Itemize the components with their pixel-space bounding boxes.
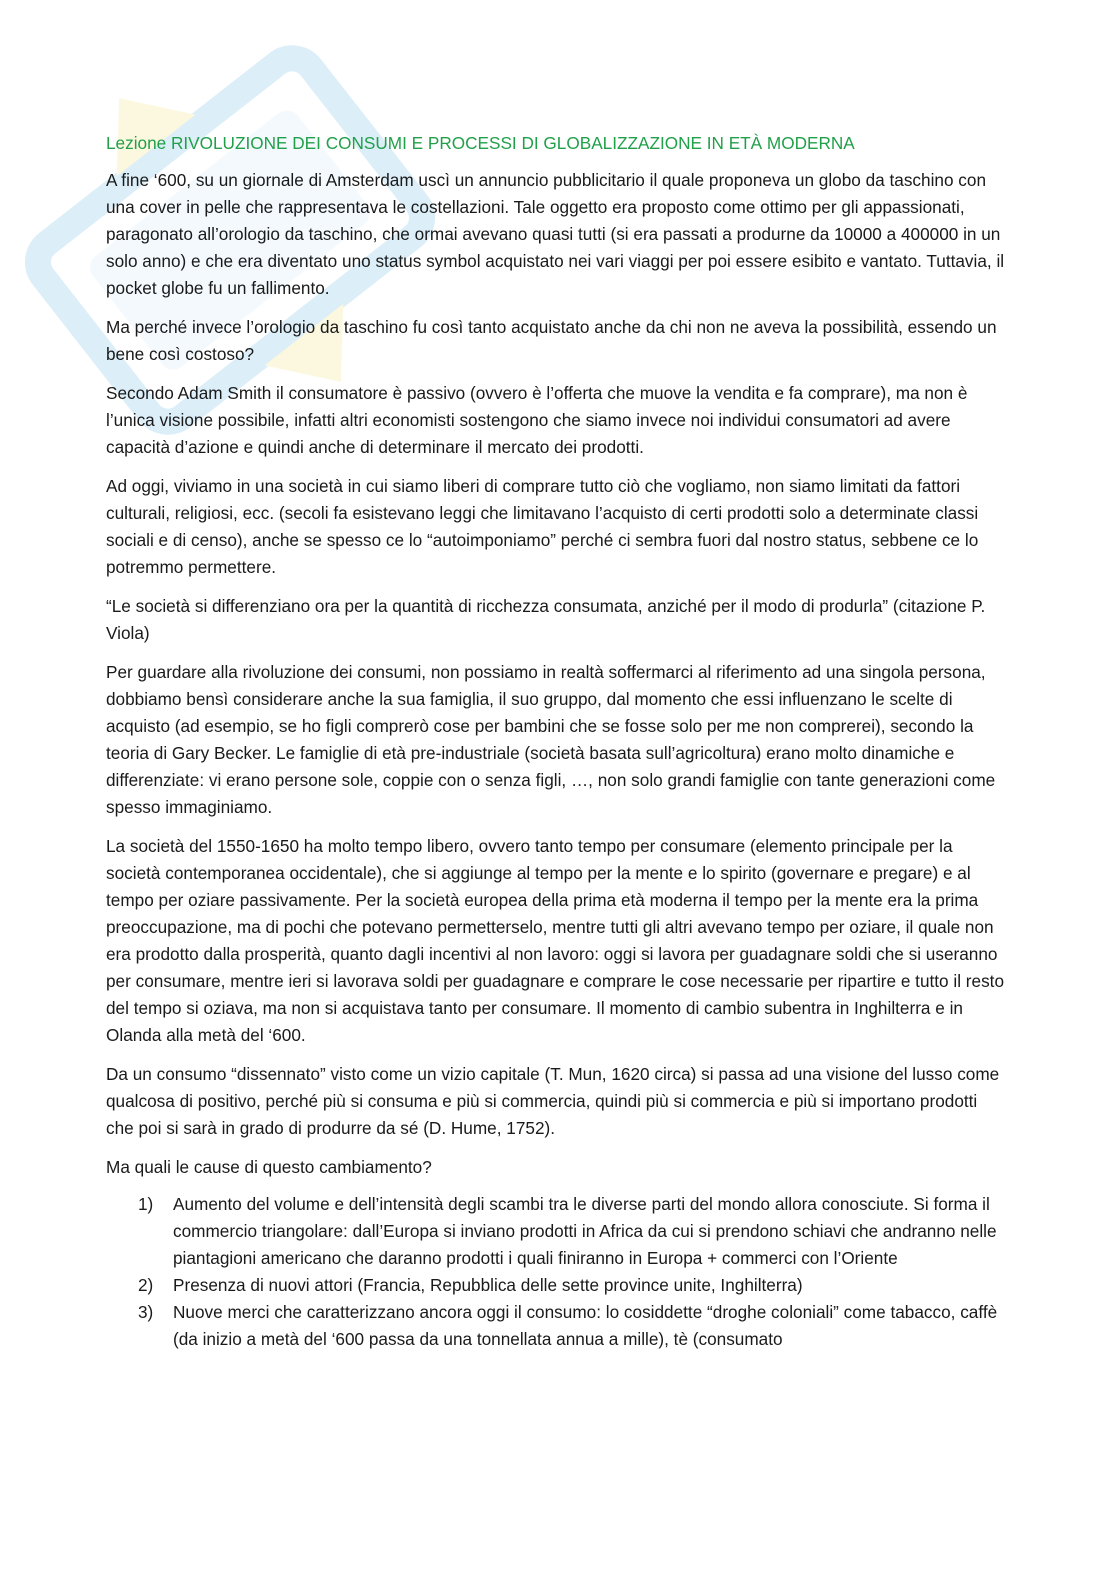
list-item-number: 2)	[138, 1275, 154, 1295]
paragraph-free-time: La società del 1550-1650 ha molto tempo libero, ovvero tanto tempo per consumare (elemento principale per la società contemporanea occidentale), che si aggiunge al tempo per la mente e lo spirito (governare e pregare) e al tempo per oziare passivamente. Per la società europea della prima età moderna il tempo per la mente era la prima preoccupazione, ma di pochi che potevano permetterselo, mentre tutti gli altri avevano tempo per oziare, il quale non era prodotto dalla prosperità, quanto dagli incentivi al non lavoro: oggi si lavora per guadagnare soldi che si useranno per consumare, mentre ieri si lavorava soldi per guadagnare e comprare le cose necessarie per ripartire e tutto il resto del tempo si oziava, ma non si acquistava tanto per consumare. Il momento di cambio subentra in Inghilterra e in Olanda alla metà del ‘600.	[106, 836, 1005, 1045]
document-page	[106, 130, 1006, 1353]
list-item-number: 1)	[138, 1194, 154, 1214]
paragraph-free-to-buy: Ad oggi, viviamo in una società in cui siamo liberi di comprare tutto ciò che vogliamo, non siamo limitati da fattori culturali, religiosi, ecc. (secoli fa esistevano leggi che limitavano l’acquisto di certi prodotti solo a determinate classi sociali e di censo), anche se spesso ce lo “autoimponiamo” perché ci sembra fuori dal nostro status, sebbene ce lo potremmo permettere.	[106, 476, 979, 577]
causes-list	[106, 1191, 1006, 1353]
list-item	[106, 1191, 1006, 1272]
list-item-text: Nuove merci che caratterizzano ancora oggi il consumo: lo cosiddette “droghe coloniali” come tabacco, caffè (da inizio a metà del ‘600 passa da una tonnellata annua a mille), tè (consumato	[173, 1302, 998, 1349]
list-item-text: Presenza di nuovi attori (Francia, Repubblica delle sette province unite, Inghilterra)	[173, 1275, 803, 1295]
paragraph-viola-quote: “Le società si differenziano ora per la quantità di ricchezza consumata, anziché per il modo di produrla” (citazione P. Viola)	[106, 596, 986, 643]
list-item	[106, 1272, 1006, 1299]
paragraph-pocket-globe: A fine ‘600, su un giornale di Amsterdam uscì un annuncio pubblicitario il quale proponeva un globo da taschino con una cover in pelle che rappresentava le costellazioni. Tale oggetto era proposto come ottimo per gli appassionati, paragonato all’orologio da taschino, che ormai avevano quasi tutti (si era passati a produrne da 10000 a 400000 in un solo anno) e che era diventato uno status symbol acquistato nei vari viaggi per poi essere esibito e vantato. Tuttavia, il pocket globe fu un fallimento.	[106, 170, 1005, 298]
list-item-text: Aumento del volume e dell’intensità degli scambi tra le diverse parti del mondo allora conosciute. Si forma il commercio triangolare: dall’Europa si inviano prodotti in Africa da cui si prendono schiavi che andranno nelle piantagioni americano che daranno prodotti i quali finiranno in Europa + commerci con l’Oriente	[173, 1194, 997, 1268]
paragraph-pocket-watch-question: Ma perché invece l’orologio da taschino fu così tanto acquistato anche da chi non ne aveva la possibilità, essendo un bene così costoso?	[106, 317, 997, 364]
paragraph-luxury-view: Da un consumo “dissennato” visto come un vizio capitale (T. Mun, 1620 circa) si passa ad una visione del lusso come qualcosa di positivo, perché più si consuma e più si commercia, quindi più si commercia e più si importano prodotti che poi si sarà in grado di produrre da sé (D. Hume, 1752).	[106, 1064, 1000, 1138]
causes-question: Ma quali le cause di questo cambiamento?	[106, 1157, 432, 1177]
paragraph-adam-smith: Secondo Adam Smith il consumatore è passivo (ovvero è l’offerta che muove la vendita e fa comprare), ma non è l’unica visione possibile, infatti altri economisti sostengono che siamo invece noi individui consumatori ad avere capacità d’azione e quindi anche di determinare il mercato dei prodotti.	[106, 383, 968, 457]
lesson-title: Lezione RIVOLUZIONE DEI CONSUMI E PROCESSI DI GLOBALIZZAZIONE IN ETÀ MODERNA	[106, 133, 855, 153]
list-item-number: 3)	[138, 1302, 154, 1322]
paragraph-gary-becker: Per guardare alla rivoluzione dei consumi, non possiamo in realtà soffermarci al riferimento ad una singola persona, dobbiamo bensì considerare anche la sua famiglia, il suo gruppo, dal momento che essi influenzano le scelte di acquisto (ad esempio, se ho figli comprerò cose per bambini che se fosse solo per me non comprerei), secondo la teoria di Gary Becker. Le famiglie di età pre-industriale (società basata sull’agricoltura) erano molto dinamiche e differenziate: vi erano persone sole, coppie con o senza figli, …, non solo grandi famiglie con tante generazioni come spesso immaginiamo.	[106, 662, 996, 817]
list-item	[106, 1299, 1006, 1353]
